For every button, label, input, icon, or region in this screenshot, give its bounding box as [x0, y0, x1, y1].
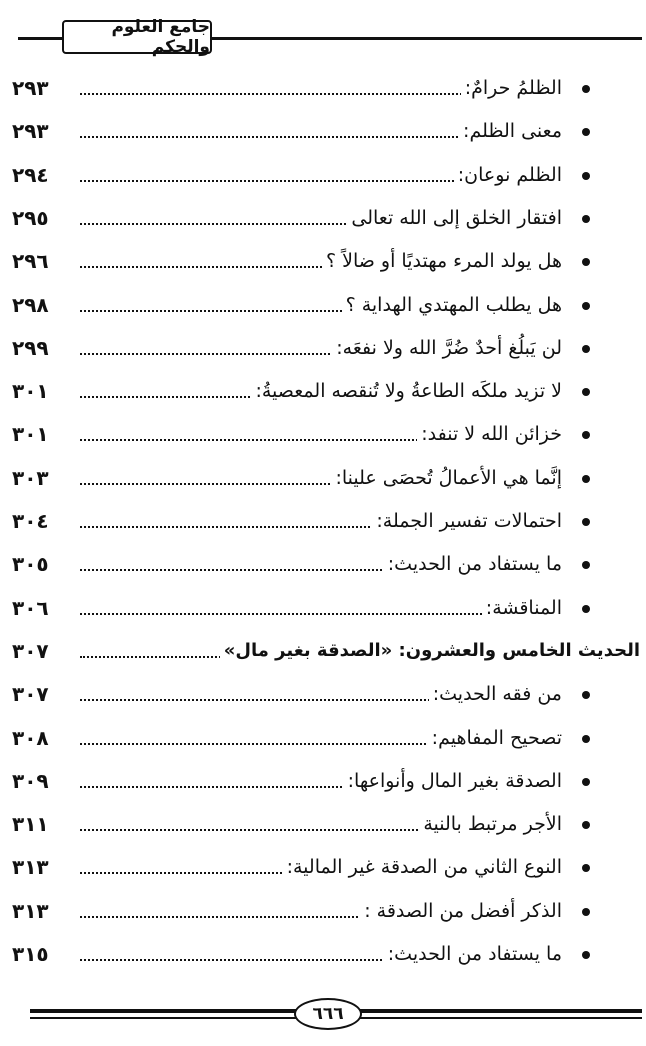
toc-entry-text: الذكر أفضل من الصدقة :	[360, 894, 562, 928]
bullet-icon	[582, 951, 590, 959]
toc-entry-text: احتمالات تفسير الجملة:	[372, 504, 562, 538]
toc-page-number: ٣٠٣	[12, 466, 49, 490]
toc-entry-text: من فقه الحديث:	[429, 677, 562, 711]
toc-page-number: ٢٩٨	[12, 293, 49, 317]
toc-page-number: ٢٩٥	[12, 206, 49, 230]
toc-entry	[0, 201, 646, 235]
toc-entry-text: ما يستفاد من الحديث:	[384, 547, 562, 581]
running-header-title: جامع العلوم والحكم	[111, 17, 210, 57]
toc-entry	[0, 937, 646, 971]
toc-entry	[0, 721, 646, 755]
bullet-icon	[582, 475, 590, 483]
bullet-icon	[582, 85, 590, 93]
toc-page-number: ٣٠٤	[12, 509, 49, 533]
toc-page-number: ٣١٥	[12, 942, 49, 966]
toc-entry	[0, 894, 646, 928]
toc-page-number: ٣٠١	[12, 422, 49, 446]
bullet-icon	[582, 735, 590, 743]
toc-page-number: ٣١٣	[12, 899, 49, 923]
toc-page-number: ٣٠٩	[12, 769, 49, 793]
toc-entry	[0, 417, 646, 451]
toc-entry-text: معنى الظلم:	[459, 114, 562, 148]
toc-entry-text: الظلم نوعان:	[454, 158, 562, 192]
toc-entry	[0, 677, 646, 711]
bullet-icon	[582, 561, 590, 569]
toc-entry-text: تصحيح المفاهيم:	[428, 721, 562, 755]
toc-page-number: ٣١٣	[12, 855, 49, 879]
toc-entry	[0, 850, 646, 884]
toc-page-number: ٣٠٧	[12, 639, 49, 663]
toc-page-number: ٢٩٩	[12, 336, 49, 360]
toc-entry	[0, 764, 646, 798]
toc-heading-text: الحديث الخامس والعشرون: «الصدقة بغير مال»	[220, 634, 640, 668]
toc-entry-text: خزائن الله لا تنفد:	[417, 417, 562, 451]
toc-entry	[0, 331, 646, 365]
page-number-oval	[294, 998, 362, 1030]
bullet-icon	[582, 258, 590, 266]
running-header	[62, 17, 212, 57]
toc-entry-text: لا تزيد ملكَه الطاعةُ ولا تُنقصه المعصيةُ:	[251, 374, 562, 408]
toc-entry-text: هل يولد المرء مهتديًا أو ضالاً ؟	[322, 244, 562, 278]
toc-page-number: ٢٩٤	[12, 163, 49, 187]
bullet-icon	[582, 215, 590, 223]
toc-entry	[0, 591, 646, 625]
toc-entry	[0, 114, 646, 148]
toc-page-number: ٣٠١	[12, 379, 49, 403]
bullet-icon	[582, 128, 590, 136]
toc-entry	[0, 71, 646, 105]
header-rule-right	[212, 37, 642, 40]
toc-entry	[0, 807, 646, 841]
toc-entry-text: النوع الثاني من الصدقة غير المالية:	[283, 850, 562, 884]
toc-page-number: ٣٠٨	[12, 726, 49, 750]
bullet-icon	[582, 864, 590, 872]
bullet-icon	[582, 518, 590, 526]
toc-entry	[0, 504, 646, 538]
bullet-icon	[582, 691, 590, 699]
toc-entry	[0, 461, 646, 495]
toc-entry	[0, 374, 646, 408]
toc-page-number: ٣٠٦	[12, 596, 49, 620]
toc-page-number: ٢٩٣	[12, 119, 49, 143]
toc-entry-text: إنَّما هي الأعمالُ تُحصَى علينا:	[331, 461, 562, 495]
toc-entry-text: ما يستفاد من الحديث:	[384, 937, 562, 971]
toc-section-heading	[0, 634, 646, 668]
bullet-icon	[582, 345, 590, 353]
toc-page-number: ٣٠٧	[12, 682, 49, 706]
bullet-icon	[582, 388, 590, 396]
toc-entry	[0, 244, 646, 278]
toc-entry	[0, 547, 646, 581]
toc-page-number: ٣٠٥	[12, 552, 49, 576]
bullet-icon	[582, 172, 590, 180]
bullet-icon	[582, 821, 590, 829]
toc-entry-text: الصدقة بغير المال وأنواعها:	[344, 764, 562, 798]
page-number: ٦٦٦	[312, 1004, 344, 1024]
toc-page-number: ٣١١	[12, 812, 49, 836]
header-rule-left	[18, 37, 62, 40]
toc-entry-text: لن يَبلُغ أحدٌ ضُرَّ الله ولا نفعَه:	[332, 331, 562, 365]
toc-page-number: ٢٩٣	[12, 76, 49, 100]
toc-page-number: ٢٩٦	[12, 249, 49, 273]
toc-entry-text: افتقار الخلق إلى الله تعالى	[347, 201, 562, 235]
bullet-icon	[582, 605, 590, 613]
toc-entry	[0, 288, 646, 322]
toc-entry-text: هل يطلب المهتدي الهداية ؟	[342, 288, 562, 322]
toc-entry-text: الظلمُ حرامٌ:	[461, 71, 562, 105]
toc-entry-text: المناقشة:	[482, 591, 562, 625]
bullet-icon	[582, 908, 590, 916]
bullet-icon	[582, 302, 590, 310]
bullet-icon	[582, 431, 590, 439]
toc-entry-text: الأجر مرتبط بالنية	[419, 807, 562, 841]
toc-entry	[0, 158, 646, 192]
bullet-icon	[582, 778, 590, 786]
